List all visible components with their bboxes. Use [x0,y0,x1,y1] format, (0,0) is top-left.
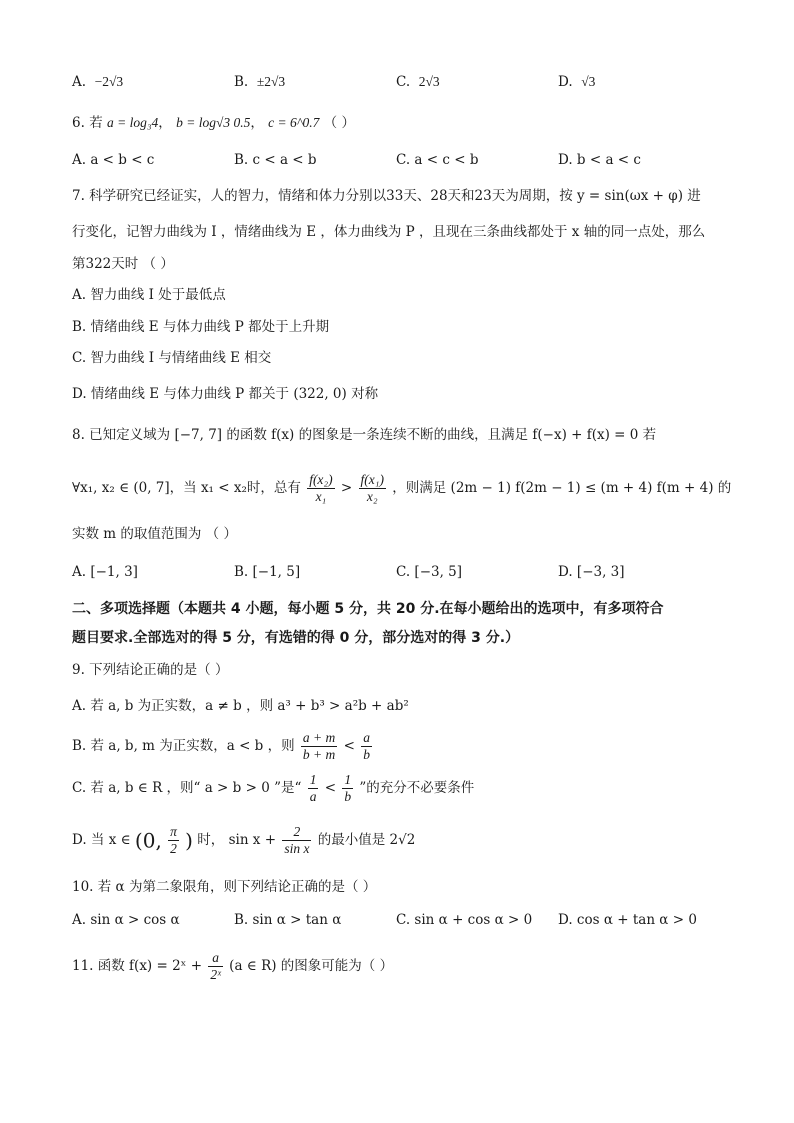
interval-open: (0, [134,828,162,853]
option-label: A. [72,74,87,90]
q5-option-c [396,72,440,92]
q8-stem-line2: ∀x₁, x₂ ∈ (0, 7]，当 x₁ < x₂时，总有 $\frac{\text{f(x₂)}}{\text{x₁}}$ > $\frac{\text{f(x₁)}}{\text{x₂}}$ ，则满足 (2m − 1) f(2m − 1) ≤ (m + 4) f(m + 4) 的 [72,472,732,504]
q8-option-a: A. [−1, 3] [72,564,138,580]
q6-option-a: A. a < b < c [72,152,155,168]
q5-option-b [234,72,285,92]
q6-c-expr: c = 6^0.7 [268,115,320,130]
q6-option-c: C. a < c < b [396,152,479,168]
q9-option-b: B. 若 a, b, m 为正实数，a < b ，则 $\frac{a + m}{b + m}$ < $\frac{a}{b}$ [72,730,370,762]
q11-stem: 11. 函数 f(x) = 2ˣ + $\frac{a}{\text{2ˣ}}$ (a ∈ R) 的图象可能为（ ） [72,950,394,982]
option-text: √3 [581,74,596,89]
q7-option-d: D. 情绪曲线 E 与体力曲线 P 都关于 (322, 0) 对称 [72,386,379,402]
q10-option-a: A. sin α > cos α [72,912,180,928]
q8-stem-line3: 实数 m 的取值范围为 （ ） [72,526,237,542]
q9-option-c: C. 若 a, b ∈ R ，则“ a > b > 0 ”是“ $\frac{1}{a}$ < $\frac{1}{b}$ ”的充分不必要条件 [72,772,475,804]
option-text: ±2√3 [256,74,286,89]
q5-option-a [72,72,123,92]
q10-option-c: C. sin α + cos α > 0 [396,912,533,928]
q8-fraction-2: $\frac{\text{f(x₁)}}{\text{x₂}}$ [360,472,384,504]
q10-stem: 10. 若 α 为第二象限角，则下列结论正确的是（ ） [72,879,377,895]
q11-fraction: $\frac{a}{\text{2ˣ}}$ [210,950,221,982]
option-label: D. [558,74,573,90]
q8-option-d: D. [−3, 3] [558,564,625,580]
q7-option-b: B. 情绪曲线 E 与体力曲线 P 都处于上升期 [72,319,330,335]
section-heading-line1: 二、多项选择题（本题共 4 小题，每小题 5 分，共 20 分.在每小题给出的选项中，有多项符合 [72,601,664,617]
q9-c-fraction-1: $\frac{1}{a}$ [309,772,317,804]
q9-d-fraction-1: $\frac{\pi}{2}$ [170,824,177,856]
q6-b-expr: b = log√3 0.5 [176,115,251,130]
q6-option-b: B. c < a < b [234,152,317,168]
q9-option-a: A. 若 a, b 为正实数，a ≠ b ，则 a³ + b³ > a²b + ab² [72,698,409,714]
q5-option-d [558,72,595,92]
q6-option-d: D. b < a < c [558,152,641,168]
q7-stem-line1: 7. 科学研究已经证实，人的智力，情绪和体力分别以33天、28天和23天为周期，按 y = sin(ωx + φ) 进 [72,188,701,204]
q7-stem-line3: 第322天时 （ ） [72,256,174,272]
q7-option-c: C. 智力曲线 I 与情绪曲线 E 相交 [72,350,272,366]
q7-stem-line2: 行变化，记智力曲线为 I ，情绪曲线为 E ，体力曲线为 P ，且现在三条曲线都处于 x 轴的同一点处，那么 [72,224,706,240]
q10-option-b: B. sin α > tan α [234,912,342,928]
q8-option-c: C. [−3, 5] [396,564,463,580]
q6-a-expr: a = log₃4 [106,115,159,130]
q9-option-d: D. 当 x ∈ (0, $\frac{\pi}{2}$ ) 时， sin x + $\frac{2}{\text{sin x}}$ 的最小值是 2√2 [72,824,416,856]
q9-b-fraction-2: $\frac{a}{b}$ [363,730,370,762]
q8-option-b: B. [−1, 5] [234,564,301,580]
q10-option-d: D. cos α + tan α > 0 [558,912,697,928]
option-label: C. [396,74,411,90]
q7-option-a: A. 智力曲线 I 处于最低点 [72,287,226,303]
q9-c-fraction-2: $\frac{1}{b}$ [344,772,352,804]
option-text: −2√3 [94,74,124,89]
option-label: B. [234,74,249,90]
section-heading-line2: 题目要求.全部选对的得 5 分，有选错的得 0 分，部分选对的得 3 分.） [72,630,520,646]
q9-stem: 9. 下列结论正确的是（ ） [72,662,229,678]
q9-b-fraction-1: $\frac{a + m}{b + m}$ [302,730,336,762]
q8-stem-line1: 8. 已知定义域为 [−7, 7] 的函数 f(x) 的图象是一条连续不断的曲线，且满足 f(−x) + f(x) = 0 若 [72,427,657,443]
q8-fraction-1: $\frac{\text{f(x₂)}}{\text{x₁}}$ [309,472,333,504]
q9-d-fraction-2: $\frac{2}{\text{sin x}}$ [284,824,310,856]
q6-stem: 6. 若 a = log₃4， b = log√3 0.5， c = 6^0.7 （ ） [72,115,355,131]
interval-close: ) [185,828,193,853]
option-text: 2√3 [418,74,440,89]
